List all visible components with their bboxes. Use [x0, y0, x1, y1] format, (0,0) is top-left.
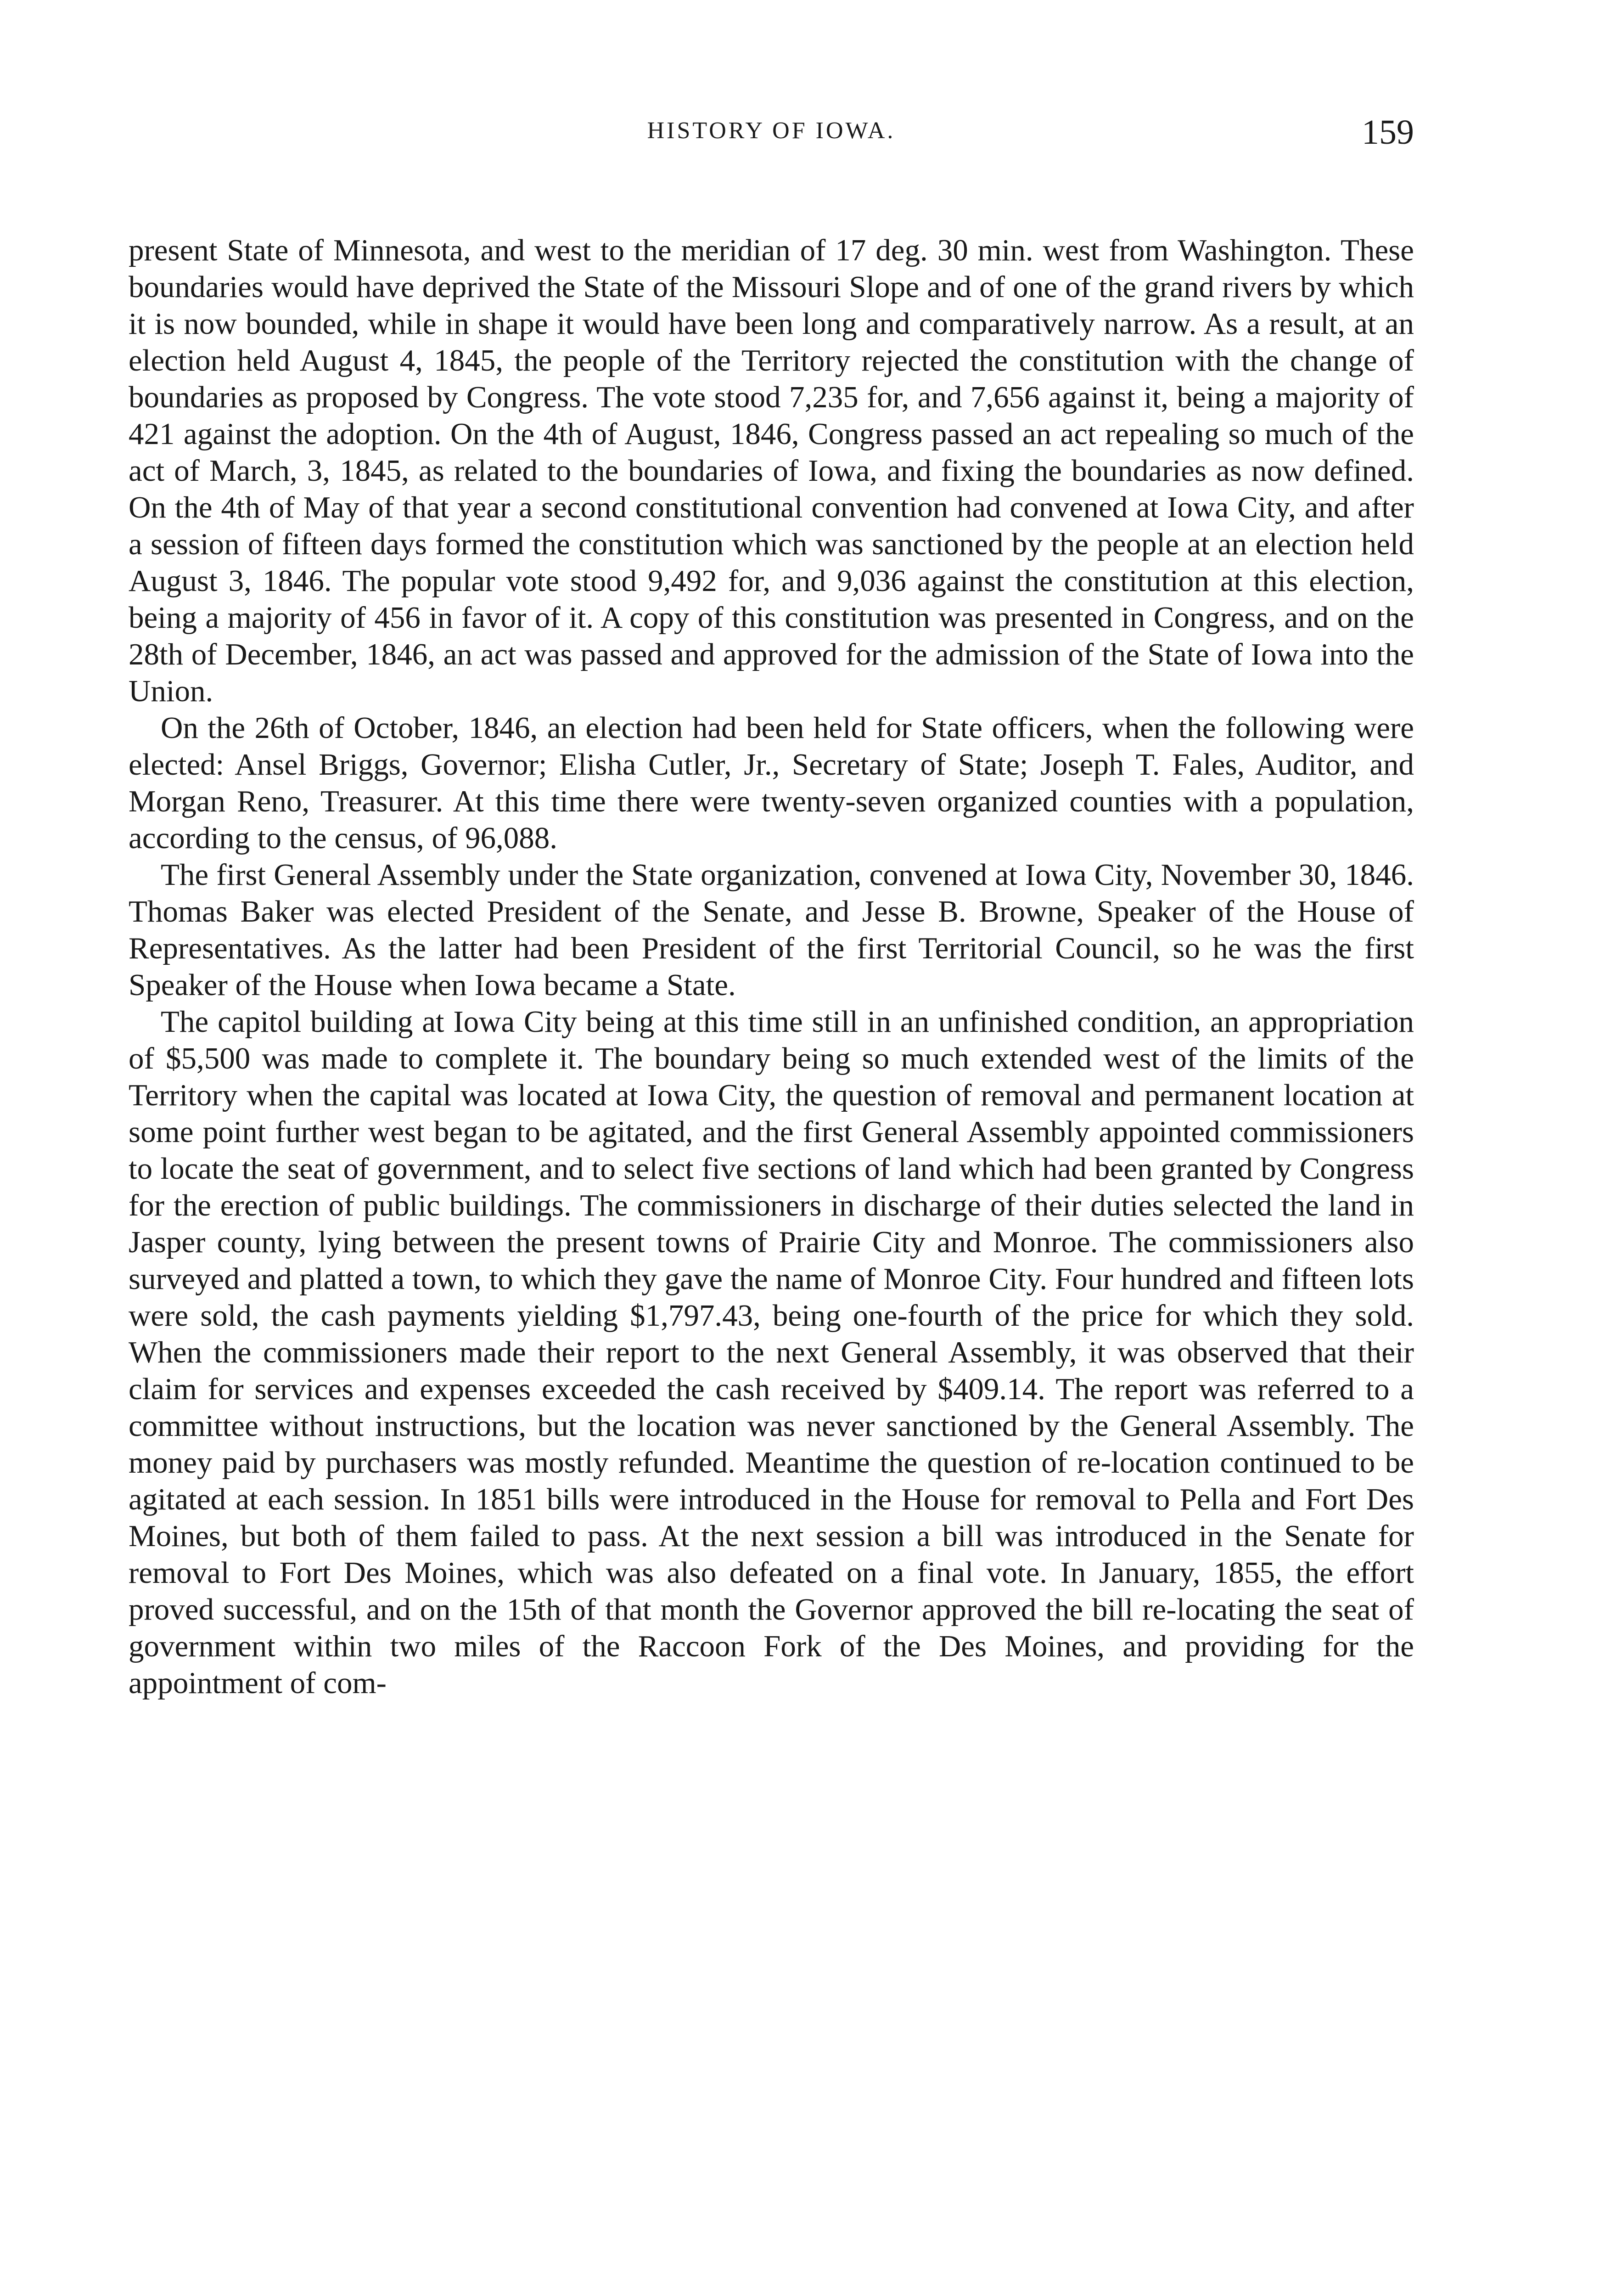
paragraph-capitol-relocation: The capitol building at Iowa City being at this time still in an unfinished condition, an appropriation of $5,500 was made to complete it. The boundary being so much extended west of the limits of the Territory when the capital was located at Iowa City, the question of removal and permanent location at some point further west began to be agitated, and the first General Assembly appointed commissioners to locate the seat of government, and to select five sections of land which had been granted by Congress for the erection of public buildings. The commissioners in discharge of their duties selected the land in Jasper county, lying between the present towns of Prairie City and Monroe. The commissioners also surveyed and platted a town, to which they gave the name of Monroe City. Four hundred and fifteen lots were sold, the cash payments yielding $1,797.43, being one-fourth of the price for which they sold. When the commissioners made their report to the next General Assembly, it was observed that their claim for services and expenses exceeded the cash received by $409.14. The report was referred to a committee without instructions, but the location was never sanctioned by the General Assembly. The money paid by purchasers was mostly refunded. Meantime the question of re-location continued to be agitated at each session. In 1851 bills were introduced in the House for removal to Pella and Fort Des Moines, but both of them failed to pass. At the next session a bill was introduced in the Senate for removal to Fort Des Moines, which was also defeated on a final vote. In January, 1855, the effort proved successful, and on the 15th of that month the Governor approved the bill re-locating the seat of government within two miles of the Raccoon Fork of the Des Moines, and providing for the appointment of com- — [129, 1005, 1414, 1700]
body-text — [129, 232, 1414, 1701]
page-number: 159 — [1362, 113, 1414, 152]
paragraph-state-officers: On the 26th of October, 1846, an election had been held for State officers, when the following were elected: Ansel Briggs, Governor; Elisha Cutler, Jr., Secretary of State; Joseph T. Fales, Auditor, and Morgan Reno, Treasurer. At this time there were twenty-seven organized counties with a population, according to the census, of 96,088. — [129, 711, 1414, 855]
paragraph-first-general-assembly: The first General Assembly under the State organization, convened at Iowa City, November 30, 1846. Thomas Baker was elected President of the Senate, and Jesse B. Browne, Speaker of the House of Representatives. As the latter had been President of the first Territorial Council, so he was the first Speaker of the House when Iowa became a State. — [129, 858, 1414, 1002]
running-head — [129, 113, 1414, 168]
running-title: HISTORY OF IOWA. — [647, 118, 896, 144]
paragraph-continued: present State of Minnesota, and west to the meridian of 17 deg. 30 min. west from Washington. These boundaries would have deprived the State of the Missouri Slope and of one of the grand rivers by which it is now bounded, while in shape it would have been long and comparatively narrow. As a result, at an election held August 4, 1845, the people of the Territory rejected the constitution with the change of boundaries as proposed by Congress. The vote stood 7,235 for, and 7,656 against it, being a majority of 421 against the adoption. On the 4th of August, 1846, Congress passed an act repealing so much of the act of March, 3, 1845, as related to the boundaries of Iowa, and fixing the boundaries as now defined. On the 4th of May of that year a second constitutional convention had convened at Iowa City, and after a session of fifteen days formed the constitution which was sanctioned by the people at an election held August 3, 1846. The popular vote stood 9,492 for, and 9,036 against the constitution at this election, being a majority of 456 in favor of it. A copy of this constitution was presented in Congress, and on the 28th of December, 1846, an act was passed and approved for the admission of the State of Iowa into the Union. — [129, 233, 1414, 708]
